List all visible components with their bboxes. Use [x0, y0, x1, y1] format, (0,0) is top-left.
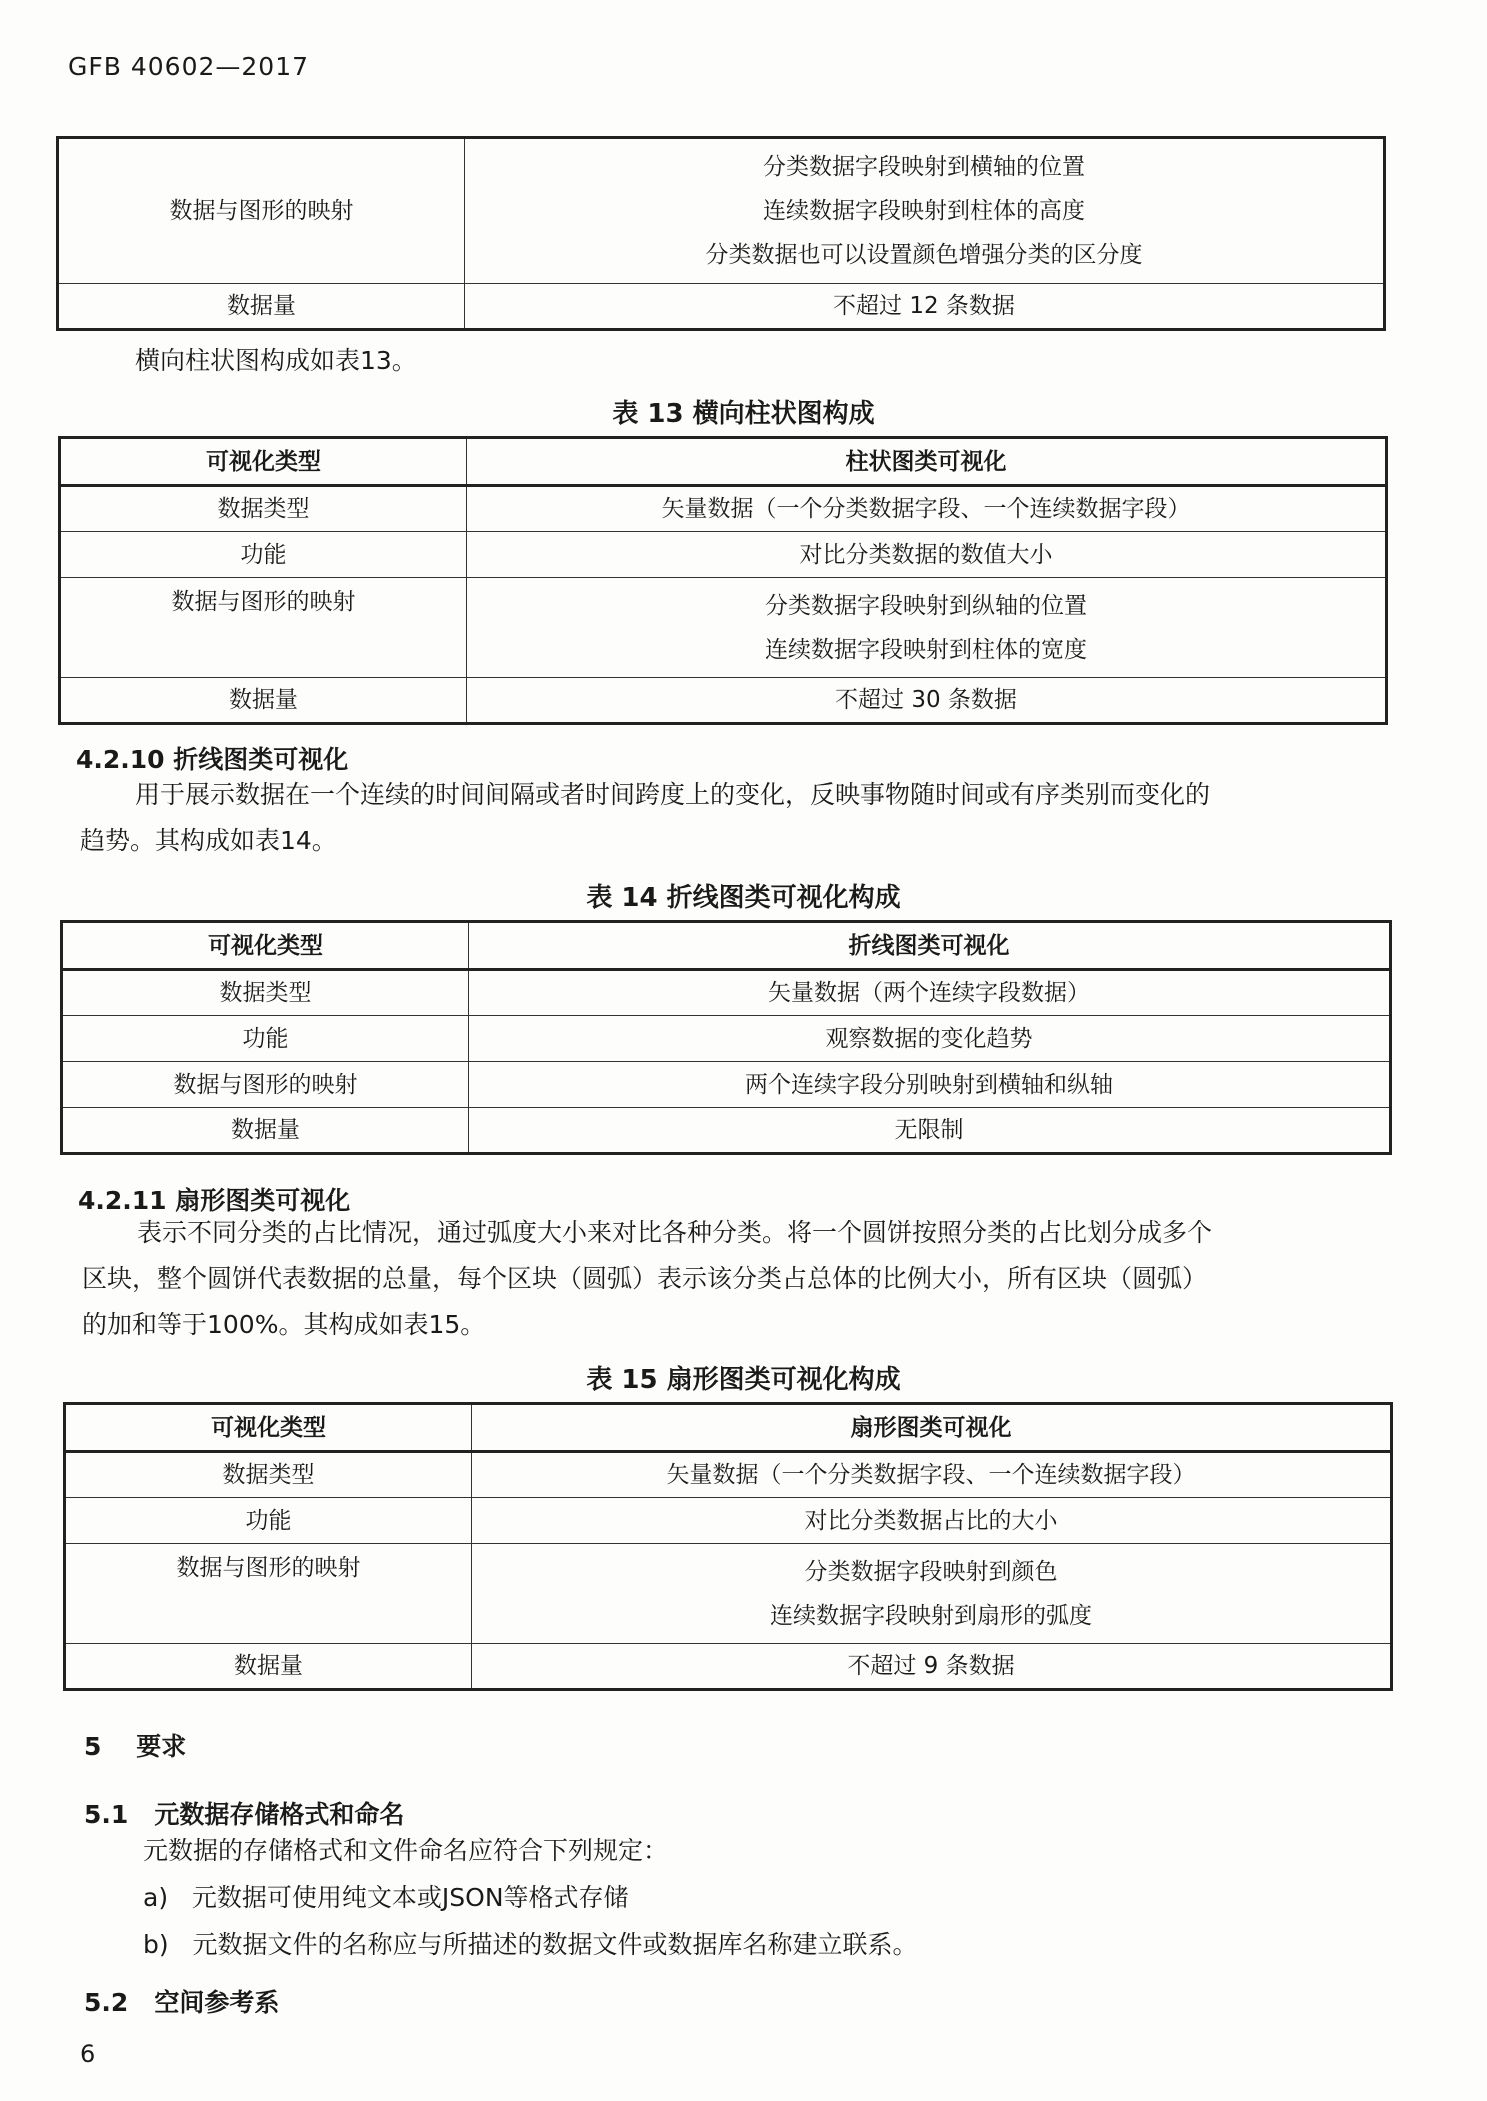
row-value: 不超过 30 条数据: [467, 678, 1387, 724]
page-number: 6: [80, 2040, 96, 2068]
cell-line: 连续数据字段映射到柱体的宽度: [765, 636, 1087, 663]
table-14: [60, 920, 1392, 1155]
section-5-2-title: 5.2 空间参考系: [84, 1988, 280, 2017]
section-4-2-10-paragraph: [80, 772, 1390, 864]
row-label: 数据类型: [60, 486, 467, 532]
table-header-row: [60, 438, 1387, 486]
cell-line: 分类数据字段映射到纵轴的位置: [765, 592, 1087, 619]
cell-line: 连续数据字段映射到扇形的弧度: [770, 1602, 1092, 1629]
table-14-caption: 表 14 折线图类可视化构成: [586, 883, 901, 913]
document-code-header: GFB 40602—2017: [68, 52, 310, 81]
section-4-2-10-title: 4.2.10 折线图类可视化: [76, 745, 349, 774]
cell-line: 分类数据也可以设置颜色增强分类的区分度: [705, 242, 1143, 268]
section-4-2-11-title: 4.2.11 扇形图类可视化: [78, 1186, 351, 1215]
table-row: [60, 578, 1387, 678]
paragraph-line: 表示不同分类的占比情况，通过弧度大小来对比各种分类。将一个圆饼按照分类的占比划分成多个: [137, 1218, 1213, 1247]
table-12-continuation: [56, 136, 1386, 331]
row-value: 矢量数据（两个连续字段数据）: [469, 970, 1391, 1016]
paragraph-line: 的加和等于100%。其构成如表15。: [82, 1310, 486, 1339]
table-row: [62, 1108, 1391, 1154]
table-row: [62, 1062, 1391, 1108]
table-13-caption: 表 13 横向柱状图构成: [612, 399, 875, 429]
row-value: 无限制: [469, 1108, 1391, 1154]
header-cell: 可视化类型: [60, 438, 467, 486]
row-label: 数据与图形的映射: [65, 1544, 472, 1644]
table-row: [62, 970, 1391, 1016]
table-13-intro: 横向柱状图构成如表13。: [135, 346, 417, 375]
row-value: 不超过 12 条数据: [465, 284, 1385, 330]
paragraph-line: 趋势。其构成如表14。: [80, 826, 337, 855]
paragraph-line: 用于展示数据在一个连续的时间间隔或者时间跨度上的变化，反映事物随时间或有序类别而变化的: [135, 780, 1211, 809]
table-15: [63, 1402, 1393, 1691]
row-value: 对比分类数据的数值大小: [467, 532, 1387, 578]
header-cell: 折线图类可视化: [469, 922, 1391, 970]
cell-line: 连续数据字段映射到柱体的高度: [763, 198, 1085, 224]
row-value: 观察数据的变化趋势: [469, 1016, 1391, 1062]
section-4-2-11-paragraph: [82, 1210, 1392, 1348]
table-header-row: [62, 922, 1391, 970]
table-row: [60, 486, 1387, 532]
header-cell: 可视化类型: [62, 922, 469, 970]
table-row: [65, 1498, 1392, 1544]
row-value: [465, 138, 1385, 284]
row-label: 数据类型: [62, 970, 469, 1016]
row-value: 对比分类数据占比的大小: [472, 1498, 1392, 1544]
table-row: [60, 532, 1387, 578]
row-label: 数据与图形的映射: [60, 578, 467, 678]
section-5-1-intro: 元数据的存储格式和文件命名应符合下列规定：: [143, 1836, 669, 1865]
row-value: 两个连续字段分别映射到横轴和纵轴: [469, 1062, 1391, 1108]
row-label: 数据与图形的映射: [58, 138, 465, 284]
list-item-b: b) 元数据文件的名称应与所描述的数据文件或数据库名称建立联系。: [143, 1930, 918, 1959]
table-row: [65, 1452, 1392, 1498]
paragraph-line: 区块，整个圆饼代表数据的总量，每个区块（圆弧）表示该分类占总体的比例大小，所有区块（圆弧）: [82, 1264, 1208, 1293]
table-row: [58, 138, 1385, 284]
row-label: 功能: [60, 532, 467, 578]
table-row: [65, 1644, 1392, 1690]
row-label: 数据量: [60, 678, 467, 724]
section-5-1-title: 5.1 元数据存储格式和命名: [84, 1800, 405, 1829]
row-label: 数据类型: [65, 1452, 472, 1498]
row-value: [472, 1544, 1392, 1644]
table-header-row: [65, 1404, 1392, 1452]
cell-line: 分类数据字段映射到颜色: [804, 1558, 1058, 1585]
row-value: [467, 578, 1387, 678]
header-cell: 扇形图类可视化: [472, 1404, 1392, 1452]
section-5-title: 5 要求: [84, 1732, 187, 1761]
row-label: 数据量: [58, 284, 465, 330]
table-row: [62, 1016, 1391, 1062]
table-13: [58, 436, 1388, 725]
table-row: [58, 284, 1385, 330]
table-row: [65, 1544, 1392, 1644]
table-15-caption: 表 15 扇形图类可视化构成: [586, 1365, 901, 1395]
row-value: 矢量数据（一个分类数据字段、一个连续数据字段）: [467, 486, 1387, 532]
row-label: 数据量: [65, 1644, 472, 1690]
table-row: [60, 678, 1387, 724]
cell-line: 分类数据字段映射到横轴的位置: [763, 154, 1085, 180]
row-value: 不超过 9 条数据: [472, 1644, 1392, 1690]
header-cell: 柱状图类可视化: [467, 438, 1387, 486]
row-label: 数据量: [62, 1108, 469, 1154]
row-label: 功能: [62, 1016, 469, 1062]
header-cell: 可视化类型: [65, 1404, 472, 1452]
list-item-a: a) 元数据可使用纯文本或JSON等格式存储: [143, 1883, 629, 1912]
row-label: 功能: [65, 1498, 472, 1544]
row-label: 数据与图形的映射: [62, 1062, 469, 1108]
row-value: 矢量数据（一个分类数据字段、一个连续数据字段）: [472, 1452, 1392, 1498]
